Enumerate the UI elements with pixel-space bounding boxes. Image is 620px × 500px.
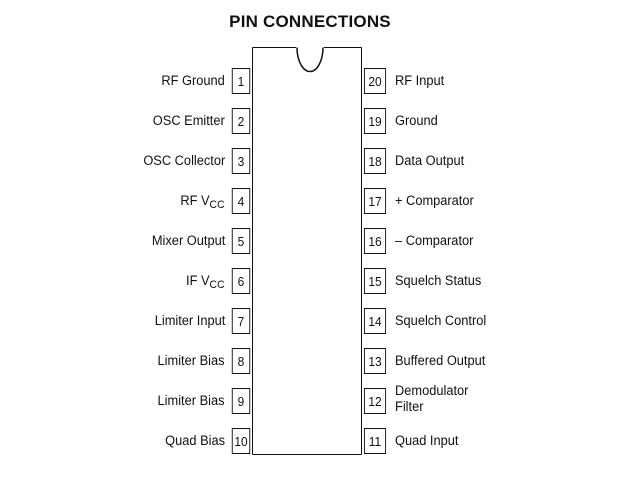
pin-number-17: 17 [364,188,386,214]
pin-label-20 [395,73,444,89]
pin-number-5: 5 [232,228,250,254]
pin-label-14 [395,313,486,329]
pin-label-text: – Comparator [395,233,474,248]
pin-label-text: + Comparator [395,193,474,208]
pin-label-text: RF Input [395,73,445,88]
pin-number-2: 2 [232,108,250,134]
pin-label-text: Squelch Status [395,273,482,288]
pin-label-text: Data Output [395,153,465,168]
pin-label-text: Limiter Bias [157,393,225,408]
pin-label-10 [165,433,225,449]
pin-label-16 [395,233,473,249]
pin-number-20: 20 [364,68,386,94]
pin-label-text: Limiter Input [154,313,225,328]
pin-label-text: IF V [186,273,210,288]
pin-number-3: 3 [232,148,250,174]
pin-label-text: Mixer Output [151,233,225,248]
pin-label-12 [395,383,490,415]
pin-label-text: Limiter Bias [157,353,225,368]
pin-label-4 [181,193,225,213]
pin-number-11: 11 [364,428,386,454]
pin-label-17 [395,193,474,209]
pin-label-2 [153,113,225,129]
pin-label-18 [395,153,464,169]
pin-number-4: 4 [232,188,250,214]
pin-label-5 [152,233,225,249]
pin-number-18: 18 [364,148,386,174]
diagram-title: PIN CONNECTIONS [229,12,391,31]
pin-number-16: 16 [364,228,386,254]
pin-label-text: OSC Collector [143,153,225,168]
pin-label-1 [162,73,225,89]
pin-number-15: 15 [364,268,386,294]
pin-label-7 [154,313,225,329]
pin-label-15 [395,273,481,289]
pin-number-19: 19 [364,108,386,134]
pin-label-text: Quad Bias [165,433,225,448]
pin-number-8: 8 [232,348,250,374]
pin-number-1: 1 [232,68,250,94]
pin-label-text: OSC Emitter [153,113,225,128]
pin-label-11 [395,433,458,449]
pin-label-subscript: CC [209,279,225,291]
pin-number-6: 6 [232,268,250,294]
pin-label-text: Buffered Output [395,353,486,368]
pin-label-8 [158,353,225,369]
pin-label-19 [395,113,438,129]
pin-label-subscript: CC [209,199,225,211]
pin-label-text: Demodulator Filter [395,383,469,414]
pin-label-text: RF Ground [161,73,225,88]
pin-label-13 [395,353,485,369]
pin-label-text: Ground [395,113,438,128]
pin-number-12: 12 [364,388,386,414]
pin-number-13: 13 [364,348,386,374]
pin-label-text: Quad Input [395,433,459,448]
pin-number-7: 7 [232,308,250,334]
pin-label-3 [143,153,225,169]
pin-number-10: 10 [232,428,250,454]
pin-label-6 [186,273,225,293]
pin-number-9: 9 [232,388,250,414]
pin-number-14: 14 [364,308,386,334]
pin-label-text: Squelch Control [395,313,487,328]
pin-label-text: RF V [180,193,210,208]
ic-package-body [252,47,362,455]
pin-label-9 [158,393,225,409]
